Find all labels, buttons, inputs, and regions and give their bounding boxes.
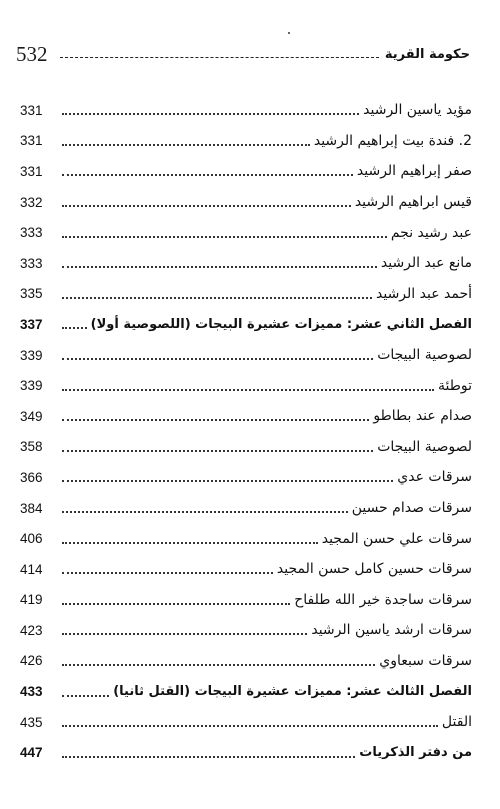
toc-page-number: 331 [20, 102, 43, 118]
toc-entry [20, 523, 472, 554]
page-number: 532 [16, 41, 48, 66]
toc-title: سرقات علي حسن المجيد [321, 530, 472, 547]
toc-entry [20, 95, 472, 126]
header-dash-leader [60, 57, 379, 58]
toc-page-number: 335 [20, 286, 43, 302]
toc-page-number: 384 [20, 500, 43, 516]
toc-chapter-heading [20, 676, 472, 707]
toc-title: مؤيد ياسين الرشيد [363, 102, 472, 119]
toc-page-number: 337 [20, 316, 43, 332]
toc-page-number: 419 [20, 592, 43, 608]
toc-title: سرقات ساجدة خير الله طلفاح [294, 591, 472, 608]
toc-title: سرقات سبعاوي [379, 652, 472, 669]
toc-title: توطئة [437, 377, 472, 394]
toc-entry [20, 248, 472, 279]
toc-entry [20, 646, 472, 677]
toc-page-number: 333 [20, 225, 43, 241]
toc-title: صدام عند بطاطو [373, 408, 472, 425]
dot-leader [62, 695, 109, 697]
toc-page-number: 414 [20, 561, 43, 577]
dot-leader [62, 756, 355, 758]
toc-title: سرقات ارشد ياسين الرشيد [311, 622, 472, 639]
toc-title: مانع عبد الرشيد [380, 255, 472, 272]
toc-title: عبد رشيد نجم [390, 224, 472, 241]
toc-entry [20, 401, 472, 432]
toc-page-number: 333 [20, 255, 43, 271]
toc-entry [20, 432, 472, 463]
dot-leader [62, 389, 434, 391]
toc-entry [20, 279, 472, 310]
toc-entry-bold [20, 737, 472, 768]
dot-leader [62, 725, 438, 727]
dot-leader [62, 480, 393, 482]
toc-title: الفصل الثاني عشر: مميزات عشيرة البيجات (اللصوصية أولا) [90, 316, 472, 332]
toc-page-number: 426 [20, 653, 43, 669]
toc-page-number: 435 [20, 714, 43, 730]
running-title: حكومة القرية [384, 46, 470, 62]
toc-page-number: 332 [20, 194, 43, 210]
toc-page-number: 331 [20, 133, 43, 149]
toc-entry [20, 187, 472, 218]
scan-speck [288, 32, 290, 34]
toc-page-number: 331 [20, 163, 43, 179]
toc-chapter-heading [20, 309, 472, 340]
toc-title: القتل [441, 714, 472, 731]
toc-entry [20, 707, 472, 738]
toc-title: من دفتر الذكريات [359, 745, 472, 761]
dot-leader [62, 511, 348, 513]
toc-entry [20, 615, 472, 646]
toc-title: سرقات حسين كامل حسن المجيد [276, 561, 472, 578]
toc-title: سرقات عدي [397, 469, 472, 486]
dot-leader [62, 266, 377, 268]
dot-leader [62, 358, 373, 360]
toc-page-number: 349 [20, 408, 43, 424]
dot-leader [62, 144, 310, 146]
dot-leader [62, 633, 307, 635]
dot-leader [62, 297, 372, 299]
dot-leader [62, 542, 318, 544]
toc-page-number: 447 [20, 745, 43, 761]
toc-entry [20, 126, 472, 157]
toc-title: الفصل الثالث عشر: مميزات عشيرة البيجات (القتل ثانيا) [113, 684, 472, 700]
toc-title: أحمد عبد الرشيد [376, 285, 472, 302]
dot-leader [62, 174, 353, 176]
toc-page-number: 358 [20, 439, 43, 455]
dot-leader [62, 419, 369, 421]
toc-title: صفر إبراهيم الرشيد [356, 163, 472, 180]
page-header [16, 40, 470, 68]
dot-leader [62, 572, 273, 574]
toc-entry [20, 585, 472, 616]
toc-entry [20, 493, 472, 524]
toc-entry [20, 462, 472, 493]
dot-leader [62, 664, 375, 666]
toc-entry [20, 156, 472, 187]
toc-entry [20, 217, 472, 248]
toc-page-number: 423 [20, 622, 43, 638]
dot-leader [62, 327, 87, 329]
table-of-contents [20, 95, 472, 768]
toc-title: لصوصية البيجات [377, 438, 472, 455]
dot-leader [62, 603, 290, 605]
toc-page-number: 339 [20, 347, 43, 363]
toc-title: 2. فندة بيت إبراهيم الرشيد [313, 132, 472, 149]
dot-leader [62, 205, 351, 207]
toc-page-number: 366 [20, 469, 43, 485]
toc-page-number: 406 [20, 531, 43, 547]
toc-page-number: 339 [20, 378, 43, 394]
toc-entry [20, 370, 472, 401]
dot-leader [62, 236, 387, 238]
toc-title: سرقات صدام حسين [351, 500, 472, 517]
toc-title: قيس ابراهيم الرشيد [354, 194, 472, 211]
toc-entry [20, 340, 472, 371]
dot-leader [62, 113, 359, 115]
toc-entry [20, 554, 472, 585]
toc-title: لصوصية البيجات [377, 347, 472, 364]
dot-leader [62, 450, 373, 452]
toc-page-number: 433 [20, 684, 43, 700]
